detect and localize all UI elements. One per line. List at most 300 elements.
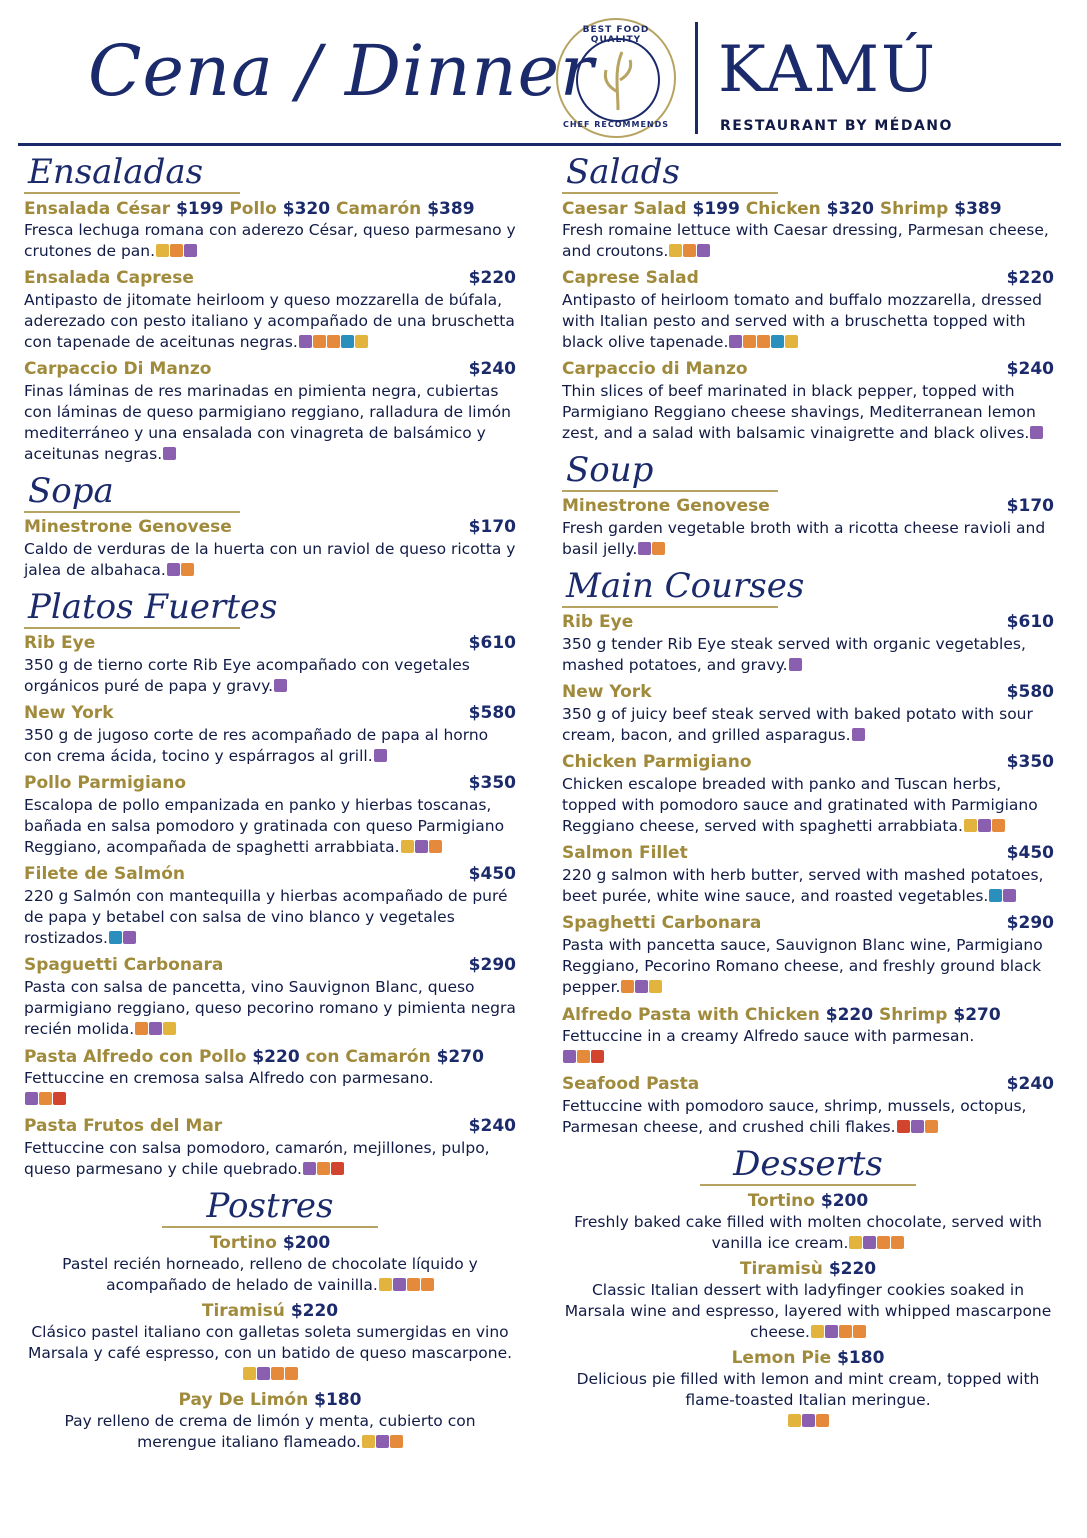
item-head xyxy=(24,1046,516,1068)
nut-icon xyxy=(285,1367,298,1380)
item-option-price: $320 xyxy=(282,199,331,219)
dessert-tortino xyxy=(24,1232,516,1296)
item-description xyxy=(562,935,1054,998)
text: Antipasto of heirloom tomato and buffalo mozzarella, dressed with Italian pesto and served with a bruschetta topped with black olive tapenade. xyxy=(562,291,1043,351)
seal-text-top: BEST FOOD QUALITY xyxy=(582,25,650,45)
menu-item-seafood-pasta xyxy=(562,1074,1054,1138)
nut-icon xyxy=(877,1236,890,1249)
dairy-icon xyxy=(401,840,414,853)
item-description xyxy=(24,1138,516,1180)
menu-item-caesar xyxy=(562,198,1054,262)
gluten-icon xyxy=(167,563,180,576)
menu-item-newyork xyxy=(562,682,1054,746)
section-title: Salads xyxy=(566,152,680,192)
shellfish-icon xyxy=(591,1050,604,1063)
text: Thin slices of beef marinated in black pepper, topped with Parmigiano Reggiano cheese shavings, Mediterranean lemon zest, and a salad with balsamic vinaigrette and black olives. xyxy=(562,382,1036,442)
text: Antipasto de jitomate heirloom y queso mozzarella de búfala, aderezado con pesto italiano y acompañado de una bruschetta con tapenade de aceitunas negras. xyxy=(24,291,515,351)
section-title: Main Courses xyxy=(566,566,805,606)
item-name: Tiramisù xyxy=(739,1259,823,1279)
menu-item-caprese xyxy=(24,268,516,353)
dairy-icon xyxy=(964,819,977,832)
dairy-icon xyxy=(243,1367,256,1380)
text: Delicious pie filled with lemon and mint cream, topped with flame-toasted Italian meringue. xyxy=(576,1370,1040,1409)
text: Fettuccine in a creamy Alfredo sauce with parmesan. xyxy=(562,1027,975,1045)
text: Finas láminas de res marinadas en pimienta negra, cubiertas con láminas de queso parmigiano reggiano, ralladura de limón mediterráneo y una ensalada con vinagreta de balsámico y aceitunas negras. xyxy=(24,382,511,463)
item-description xyxy=(562,220,1054,262)
menu-item-ribeye xyxy=(562,612,1054,676)
text: Fettuccine en cremosa salsa Alfredo con parmesano. xyxy=(24,1069,434,1087)
dairy-icon xyxy=(649,980,662,993)
gluten-icon xyxy=(303,1162,316,1175)
section-divider xyxy=(562,606,778,608)
allergen-icons xyxy=(302,1159,344,1180)
item-head xyxy=(24,198,516,220)
text: 350 g de jugoso corte de res acompañado de papa al horno con crema ácida, tocino y espárragos al grill. xyxy=(24,726,489,765)
text: Fettuccine con salsa pomodoro, camarón, mejillones, pulpo, queso parmesano y chile quebrado. xyxy=(24,1139,490,1178)
item-description xyxy=(562,381,1054,444)
dairy-icon xyxy=(849,1236,862,1249)
item-description xyxy=(562,1212,1054,1254)
allergen-icons xyxy=(1029,423,1043,444)
section-divider xyxy=(562,490,778,492)
nut-icon xyxy=(317,1162,330,1175)
menu-item-caprese xyxy=(562,268,1054,353)
allergen-icons xyxy=(620,977,662,998)
text: 350 g de tierno corte Rib Eye acompañado con vegetales orgánicos puré de papa y gravy. xyxy=(24,656,470,695)
gluten-icon xyxy=(852,728,865,741)
menu-item-carpaccio xyxy=(562,359,1054,444)
dairy-icon xyxy=(156,244,169,257)
section-divider xyxy=(562,192,778,194)
gluten-icon xyxy=(635,980,648,993)
text: Fresh romaine lettuce with Caesar dressing, Parmesan cheese, and croutons. xyxy=(562,221,1049,260)
item-description xyxy=(24,290,516,353)
allergen-icons xyxy=(155,241,197,262)
allergen-icons xyxy=(273,676,287,697)
item-name: Pasta Frutos del Mar xyxy=(24,1116,223,1136)
nut-icon xyxy=(271,1367,284,1380)
item-name: Tiramisú xyxy=(201,1301,285,1321)
item-price: $170 xyxy=(1006,496,1054,516)
seal-text-bottom: CHEF RECOMMENDS xyxy=(562,120,670,129)
menu-item-salmon xyxy=(24,864,516,949)
section-sopa xyxy=(24,471,516,581)
dessert-pay-de-limon xyxy=(24,1389,516,1453)
item-name: Filete de Salmón xyxy=(24,864,186,884)
item-price: $240 xyxy=(1006,1074,1054,1094)
item-name: Ensalada Caprese xyxy=(24,268,194,288)
section-platos-fuertes xyxy=(24,587,516,1180)
item-description xyxy=(562,518,1054,560)
item-price: $180 xyxy=(314,1390,362,1410)
item-price: $200 xyxy=(282,1233,331,1253)
item-price: $450 xyxy=(1006,843,1054,863)
header-rule xyxy=(18,143,1061,146)
allergen-icons xyxy=(787,1411,829,1432)
allergen-icons xyxy=(851,725,865,746)
nut-icon xyxy=(407,1278,420,1291)
section-desserts xyxy=(562,1144,1054,1432)
item-name: Salmon Fillet xyxy=(562,843,688,863)
nut-icon xyxy=(816,1414,829,1427)
item-name: Ensalada César xyxy=(24,199,171,219)
menu-item-alfredo xyxy=(562,1004,1054,1068)
item-price: $220 xyxy=(828,1259,877,1279)
item-head xyxy=(562,913,1054,935)
allergen-icons xyxy=(668,241,710,262)
allergen-icons xyxy=(788,655,802,676)
item-price: $180 xyxy=(837,1348,885,1368)
gluten-icon xyxy=(802,1414,815,1427)
egg-icon xyxy=(170,244,183,257)
item-name: Alfredo Pasta with Chicken xyxy=(562,1005,820,1025)
dairy-icon xyxy=(163,1022,176,1035)
item-name: Tortino xyxy=(747,1191,815,1211)
text: 220 g salmon with herb butter, served with mashed potatoes, beet purée, white wine sauce, and roasted vegetables. xyxy=(562,866,1044,905)
nut-icon xyxy=(839,1325,852,1338)
item-option-name: Shrimp xyxy=(879,1005,948,1025)
dessert-title xyxy=(24,1300,516,1322)
dessert-title xyxy=(562,1190,1054,1212)
item-head xyxy=(562,359,1054,381)
gluten-icon xyxy=(638,542,651,555)
menu-item-carbonara xyxy=(24,955,516,1040)
item-price: $220 xyxy=(825,1005,874,1025)
section-ensaladas xyxy=(24,152,516,465)
item-price: $290 xyxy=(468,955,516,975)
item-head xyxy=(24,633,516,655)
dessert-title xyxy=(24,1389,516,1411)
allergen-icons xyxy=(298,332,368,353)
dessert-title xyxy=(24,1232,516,1254)
allergen-icons xyxy=(166,560,194,581)
menu-item-pollo-parmigiano xyxy=(24,773,516,858)
gluten-icon xyxy=(825,1325,838,1338)
item-description xyxy=(24,977,516,1040)
gluten-icon xyxy=(376,1435,389,1448)
item-name: Tortino xyxy=(209,1233,277,1253)
chef-recommends-seal xyxy=(556,18,676,138)
item-head xyxy=(24,864,516,886)
item-price: $290 xyxy=(1006,913,1054,933)
text: Pasta con salsa de pancetta, vino Sauvignon Blanc, queso parmigiano reggiano, queso pecorino romano y pimienta negra recién molida. xyxy=(24,978,516,1038)
nut-icon xyxy=(390,1435,403,1448)
item-name: Pollo Parmigiano xyxy=(24,773,187,793)
item-description xyxy=(562,704,1054,746)
section-divider xyxy=(24,627,240,629)
menu-item-ribeye xyxy=(24,633,516,697)
item-option-price: $320 xyxy=(826,199,874,219)
text: Clásico pastel italiano con galletas soleta sumergidas en vino Marsala y café espresso, con un batido de queso mascarpone. xyxy=(27,1323,513,1362)
spanish-column xyxy=(24,150,516,1457)
item-price: $350 xyxy=(468,773,516,793)
gluten-icon xyxy=(123,931,136,944)
shellfish-icon xyxy=(53,1092,66,1105)
item-name: New York xyxy=(562,682,652,702)
item-head xyxy=(562,1004,1054,1026)
fish-icon xyxy=(341,335,354,348)
item-description xyxy=(24,886,516,949)
item-description xyxy=(562,1096,1054,1138)
menu-header xyxy=(0,0,1087,150)
item-name: Pasta Alfredo con Pollo xyxy=(24,1047,247,1067)
text: 350 g of juicy beef steak served with baked potato with sour cream, bacon, and grilled asparagus. xyxy=(562,705,1033,744)
allergen-icons xyxy=(361,1432,403,1453)
nut-icon xyxy=(327,335,340,348)
nut-icon xyxy=(757,335,770,348)
dairy-icon xyxy=(362,1435,375,1448)
dessert-title xyxy=(562,1347,1054,1369)
dessert-tortino xyxy=(562,1190,1054,1254)
section-title: Soup xyxy=(566,450,654,490)
item-description xyxy=(24,1322,516,1385)
nut-icon xyxy=(743,335,756,348)
item-price: $610 xyxy=(468,633,516,653)
item-description xyxy=(562,634,1054,676)
text: 350 g tender Rib Eye steak served with organic vegetables, mashed potatoes, and gravy. xyxy=(562,635,1026,674)
item-price: $350 xyxy=(1006,752,1054,772)
menu-item-chicken-parmigiano xyxy=(562,752,1054,837)
item-head xyxy=(24,268,516,290)
item-price: $220 xyxy=(468,268,516,288)
section-title: Desserts xyxy=(733,1144,883,1184)
dairy-icon xyxy=(355,335,368,348)
item-head xyxy=(562,496,1054,518)
item-name: Carpaccio di Manzo xyxy=(562,359,748,379)
dairy-icon xyxy=(669,244,682,257)
nut-icon xyxy=(421,1278,434,1291)
item-price: $580 xyxy=(468,703,516,723)
nut-icon xyxy=(992,819,1005,832)
menu-item-alfredo xyxy=(24,1046,516,1110)
item-option-price: $270 xyxy=(953,1005,1001,1025)
dessert-tiramisu xyxy=(562,1258,1054,1343)
gluten-icon xyxy=(25,1092,38,1105)
text: Fresh garden vegetable broth with a ricotta cheese ravioli and basil jelly. xyxy=(562,519,1046,558)
item-head xyxy=(562,1074,1054,1096)
allergen-icons xyxy=(728,332,798,353)
section-divider xyxy=(24,192,240,194)
allergen-icons xyxy=(134,1019,176,1040)
allergen-icons xyxy=(162,444,176,465)
gluten-icon xyxy=(393,1278,406,1291)
item-description xyxy=(562,1280,1054,1343)
nut-icon xyxy=(39,1092,52,1105)
item-option-name: con Camarón xyxy=(305,1047,431,1067)
dessert-lemon-pie xyxy=(562,1347,1054,1432)
item-name: Minestrone Genovese xyxy=(562,496,770,516)
allergen-icons xyxy=(378,1275,434,1296)
item-head xyxy=(24,1116,516,1138)
text: Escalopa de pollo empanizada en panko y hierbas toscanas, bañada en salsa pomodoro y gratinada con queso Parmigiano Reggiano, acompañada de spaghetti arrabbiata. xyxy=(24,796,505,856)
item-name: Chicken Parmigiano xyxy=(562,752,752,772)
item-head xyxy=(24,955,516,977)
item-price: $580 xyxy=(1006,682,1054,702)
item-price: $220 xyxy=(1006,268,1054,288)
item-name: Seafood Pasta xyxy=(562,1074,700,1094)
gluten-icon xyxy=(978,819,991,832)
item-description xyxy=(24,1068,516,1110)
gluten-icon xyxy=(374,749,387,762)
item-option-name: Shrimp xyxy=(879,199,949,219)
item-description xyxy=(562,1026,1054,1068)
text: Pay relleno de crema de limón y menta, cubierto con merengue italiano flameado. xyxy=(64,1412,476,1451)
allergen-icons xyxy=(848,1233,904,1254)
gluten-icon xyxy=(415,840,428,853)
item-option-name: Chicken xyxy=(745,199,821,219)
item-head xyxy=(562,612,1054,634)
dairy-icon xyxy=(811,1325,824,1338)
item-head xyxy=(24,773,516,795)
allergen-icons xyxy=(373,746,387,767)
gluten-icon xyxy=(863,1236,876,1249)
item-description xyxy=(562,1369,1054,1432)
gluten-icon xyxy=(163,447,176,460)
allergen-icons xyxy=(810,1322,866,1343)
allergen-icons xyxy=(637,539,665,560)
allergen-icons xyxy=(963,816,1005,837)
section-title: Postres xyxy=(206,1186,334,1226)
dessert-tiramisu xyxy=(24,1300,516,1385)
allergen-icons xyxy=(24,1089,66,1110)
gluten-icon xyxy=(911,1120,924,1133)
item-name: Carpaccio Di Manzo xyxy=(24,359,212,379)
item-description xyxy=(24,655,516,697)
section-divider xyxy=(24,511,240,513)
item-price: $199 xyxy=(692,199,740,219)
gluten-icon xyxy=(274,679,287,692)
item-name: Lemon Pie xyxy=(731,1348,832,1368)
wheat-icon xyxy=(578,40,658,120)
allergen-icons xyxy=(988,886,1016,907)
item-name: New York xyxy=(24,703,114,723)
item-head xyxy=(562,682,1054,704)
nut-icon xyxy=(621,980,634,993)
menu-item-carbonara xyxy=(562,913,1054,998)
menu-item-minestrone xyxy=(562,496,1054,560)
nut-icon xyxy=(181,563,194,576)
item-option-price: $270 xyxy=(436,1047,484,1067)
item-name: Pay De Limón xyxy=(178,1390,309,1410)
page-title: Cena / Dinner xyxy=(88,30,595,112)
item-price: $220 xyxy=(252,1047,300,1067)
item-price: $170 xyxy=(468,517,516,537)
item-price: $240 xyxy=(1006,359,1054,379)
section-divider xyxy=(700,1184,916,1186)
section-title: Ensaladas xyxy=(28,152,204,192)
item-description xyxy=(24,725,516,767)
item-option-price: $389 xyxy=(427,199,475,219)
text: Classic Italian dessert with ladyfinger cookies soaked in Marsala wine and espresso, layered with whipped mascarpone cheese. xyxy=(564,1281,1052,1341)
brand-subtitle: RESTAURANT BY MÉDANO xyxy=(720,118,953,134)
item-price: $199 xyxy=(176,199,224,219)
menu-item-frutos-del-mar xyxy=(24,1116,516,1180)
gluten-icon xyxy=(563,1050,576,1063)
item-head xyxy=(24,517,516,539)
item-name: Caesar Salad xyxy=(562,199,687,219)
section-postres xyxy=(24,1186,516,1453)
dairy-icon xyxy=(785,335,798,348)
dessert-title xyxy=(562,1258,1054,1280)
egg-icon xyxy=(683,244,696,257)
menu-item-carpaccio xyxy=(24,359,516,465)
item-head xyxy=(24,359,516,381)
gluten-icon xyxy=(1030,426,1043,439)
item-name: Rib Eye xyxy=(562,612,634,632)
gluten-icon xyxy=(729,335,742,348)
text: Pastel recién horneado, relleno de chocolate líquido y acompañado de helado de vainilla. xyxy=(62,1255,478,1294)
item-option-name: Pollo xyxy=(229,199,277,219)
section-soup xyxy=(562,450,1054,560)
item-head xyxy=(562,198,1054,220)
allergen-icons xyxy=(242,1364,298,1385)
item-price: $450 xyxy=(468,864,516,884)
text: 220 g Salmón con mantequilla y hierbas acompañado de puré de papa y betabel con salsa de vino blanco y vegetales rostizados. xyxy=(24,887,508,947)
item-head xyxy=(562,843,1054,865)
allergen-icons xyxy=(108,928,136,949)
item-name: Minestrone Genovese xyxy=(24,517,232,537)
item-description xyxy=(562,290,1054,353)
item-price: $240 xyxy=(468,359,516,379)
dairy-icon xyxy=(379,1278,392,1291)
allergen-icons xyxy=(896,1117,938,1138)
nut-icon xyxy=(577,1050,590,1063)
fish-icon xyxy=(989,889,1002,902)
english-column xyxy=(562,150,1054,1436)
nut-icon xyxy=(891,1236,904,1249)
item-price: $200 xyxy=(820,1191,869,1211)
nut-icon xyxy=(853,1325,866,1338)
nut-icon xyxy=(429,840,442,853)
nut-icon xyxy=(135,1022,148,1035)
item-name: Caprese Salad xyxy=(562,268,699,288)
section-main-courses xyxy=(562,566,1054,1138)
dairy-icon xyxy=(788,1414,801,1427)
gluten-icon xyxy=(789,658,802,671)
gluten-icon xyxy=(184,244,197,257)
item-description xyxy=(562,865,1054,907)
nut-icon xyxy=(313,335,326,348)
text: Caldo de verduras de la huerta con un raviol de queso ricotta y jalea de albahaca. xyxy=(24,540,516,579)
gluten-icon xyxy=(257,1367,270,1380)
allergen-icons xyxy=(562,1047,604,1068)
gluten-icon xyxy=(1003,889,1016,902)
text: Pasta with pancetta sauce, Sauvignon Blanc wine, Parmigiano Reggiano, Pecorino Romano cheese, and freshly ground black pepper. xyxy=(562,936,1043,996)
section-salads xyxy=(562,152,1054,444)
nut-icon xyxy=(652,542,665,555)
item-price: $610 xyxy=(1006,612,1054,632)
item-description xyxy=(24,1411,516,1453)
section-title: Sopa xyxy=(28,471,114,511)
menu-item-newyork xyxy=(24,703,516,767)
nut-icon xyxy=(925,1120,938,1133)
brand-logo: KAMÚ xyxy=(718,33,937,107)
header-divider xyxy=(695,22,698,134)
item-description xyxy=(24,795,516,858)
item-price: $240 xyxy=(468,1116,516,1136)
item-description xyxy=(24,381,516,465)
item-head xyxy=(562,268,1054,290)
item-price: $220 xyxy=(290,1301,339,1321)
item-name: Rib Eye xyxy=(24,633,96,653)
section-divider xyxy=(162,1226,378,1228)
gluten-icon xyxy=(299,335,312,348)
item-head xyxy=(24,703,516,725)
item-name: Spaguetti Carbonara xyxy=(24,955,224,975)
seal-inner-ring xyxy=(576,38,660,122)
gluten-icon xyxy=(149,1022,162,1035)
fish-icon xyxy=(771,335,784,348)
